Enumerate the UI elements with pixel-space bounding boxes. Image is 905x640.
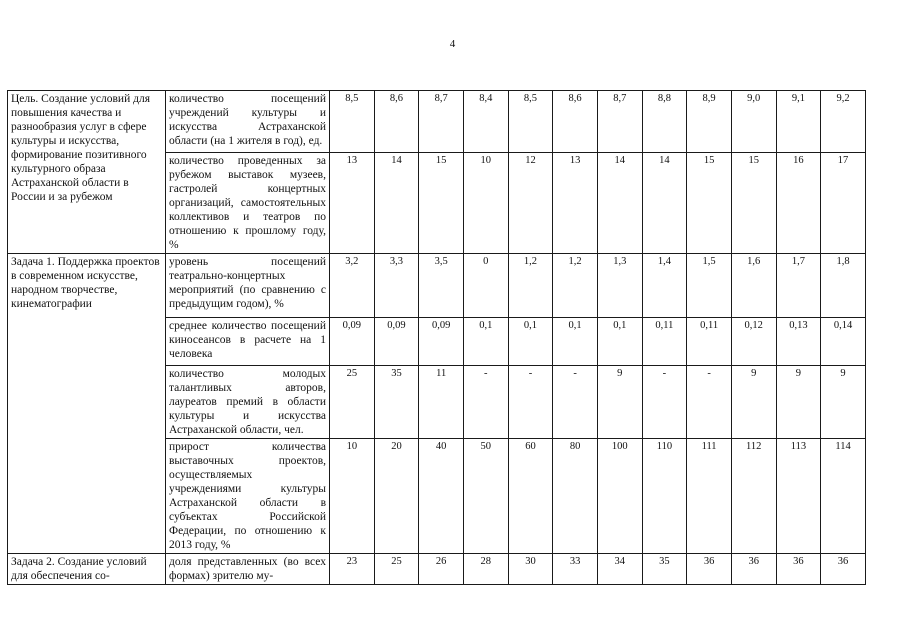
value-cell: 1,8 [821,254,866,318]
value-cell: 8,9 [687,91,732,153]
value-cell: 9 [776,366,821,439]
value-cell: 33 [553,554,598,585]
value-cell: 15 [419,153,464,254]
value-cell: 30 [508,554,553,585]
value-cell: 0,1 [553,318,598,366]
value-cell: 8,4 [463,91,508,153]
value-cell: 11 [419,366,464,439]
value-cell: - [642,366,687,439]
section-cell: Задача 1. Поддержка проектов в современном искусстве, народном творчестве, кинематографии [8,254,166,554]
table-body [8,91,866,585]
value-cell: 9 [821,366,866,439]
value-cell: - [463,366,508,439]
value-cell: 0,1 [597,318,642,366]
value-cell: 110 [642,439,687,554]
value-cell: - [553,366,598,439]
value-cell: 14 [597,153,642,254]
value-cell: 40 [419,439,464,554]
value-cell: 20 [374,439,419,554]
value-cell: 1,3 [597,254,642,318]
value-cell: 13 [330,153,375,254]
value-cell: 9,1 [776,91,821,153]
value-cell: 0,09 [374,318,419,366]
indicator-cell: количество проведенных за рубежом выставок музеев, гастролей концертных организаций, самостоятельных коллективов и театров по отношению к прошлому году, % [166,153,330,254]
value-cell: 1,2 [508,254,553,318]
value-cell: 23 [330,554,375,585]
value-cell: 8,6 [374,91,419,153]
indicators-table-container [7,90,865,582]
value-cell: 0,12 [731,318,776,366]
value-cell: 36 [821,554,866,585]
page-number: 4 [449,38,456,50]
value-cell: 16 [776,153,821,254]
value-cell: 36 [776,554,821,585]
value-cell: 25 [374,554,419,585]
value-cell: 34 [597,554,642,585]
value-cell: 13 [553,153,598,254]
value-cell: 9,2 [821,91,866,153]
value-cell: 12 [508,153,553,254]
value-cell: 26 [419,554,464,585]
value-cell: 10 [463,153,508,254]
value-cell: 14 [374,153,419,254]
section-cell: Задача 2. Создание условий для обеспечения со- [8,554,166,585]
value-cell: 9 [731,366,776,439]
value-cell: 80 [553,439,598,554]
value-cell: 0,09 [330,318,375,366]
indicator-cell: доля представленных (во всех формах) зрителю му- [166,554,330,585]
value-cell: 25 [330,366,375,439]
value-cell: 60 [508,439,553,554]
indicator-cell: прирост количества выставочных проектов, осуществляемых учреждениями культуры Астраханской области в субъектах Российской Федерации, по отношению к 2013 году, % [166,439,330,554]
value-cell: 8,6 [553,91,598,153]
value-cell: 0,09 [419,318,464,366]
indicators-table [7,90,866,585]
value-cell: 0,11 [687,318,732,366]
value-cell: 0,1 [463,318,508,366]
value-cell: 100 [597,439,642,554]
value-cell: 3,2 [330,254,375,318]
value-cell: 14 [642,153,687,254]
value-cell: 111 [687,439,732,554]
value-cell: 36 [731,554,776,585]
value-cell: 9,0 [731,91,776,153]
value-cell: 36 [687,554,732,585]
value-cell: 35 [374,366,419,439]
indicator-cell: уровень посещений театрально-концертных мероприятий (по сравнению с предыдущим годом), % [166,254,330,318]
value-cell: - [687,366,732,439]
value-cell: - [508,366,553,439]
value-cell: 15 [731,153,776,254]
value-cell: 28 [463,554,508,585]
table-row [8,254,866,318]
value-cell: 112 [731,439,776,554]
value-cell: 10 [330,439,375,554]
value-cell: 1,5 [687,254,732,318]
indicator-cell: количество посещений учреждений культуры и искусства Астраханской области (на 1 жителя в год), ед. [166,91,330,153]
indicator-cell: количество молодых талантливых авторов, лауреатов премий в области культуры и искусства Астраханской области, чел. [166,366,330,439]
value-cell: 3,3 [374,254,419,318]
value-cell: 8,7 [419,91,464,153]
value-cell: 50 [463,439,508,554]
indicator-cell: среднее количество посещений киносеансов в расчете на 1 человека [166,318,330,366]
value-cell: 114 [821,439,866,554]
value-cell: 9 [597,366,642,439]
value-cell: 1,7 [776,254,821,318]
value-cell: 17 [821,153,866,254]
value-cell: 0,13 [776,318,821,366]
value-cell: 8,8 [642,91,687,153]
value-cell: 0 [463,254,508,318]
table-row [8,554,866,585]
value-cell: 8,5 [330,91,375,153]
value-cell: 0,14 [821,318,866,366]
value-cell: 113 [776,439,821,554]
value-cell: 0,1 [508,318,553,366]
value-cell: 3,5 [419,254,464,318]
value-cell: 1,2 [553,254,598,318]
value-cell: 1,6 [731,254,776,318]
value-cell: 8,5 [508,91,553,153]
value-cell: 0,11 [642,318,687,366]
value-cell: 1,4 [642,254,687,318]
section-cell: Цель. Создание условий для повышения качества и разнообразия услуг в сфере культуры и искусства, формирование позитивного культурного образа Астраханской области в России и за рубежом [8,91,166,254]
value-cell: 15 [687,153,732,254]
table-row [8,91,866,153]
value-cell: 8,7 [597,91,642,153]
value-cell: 35 [642,554,687,585]
